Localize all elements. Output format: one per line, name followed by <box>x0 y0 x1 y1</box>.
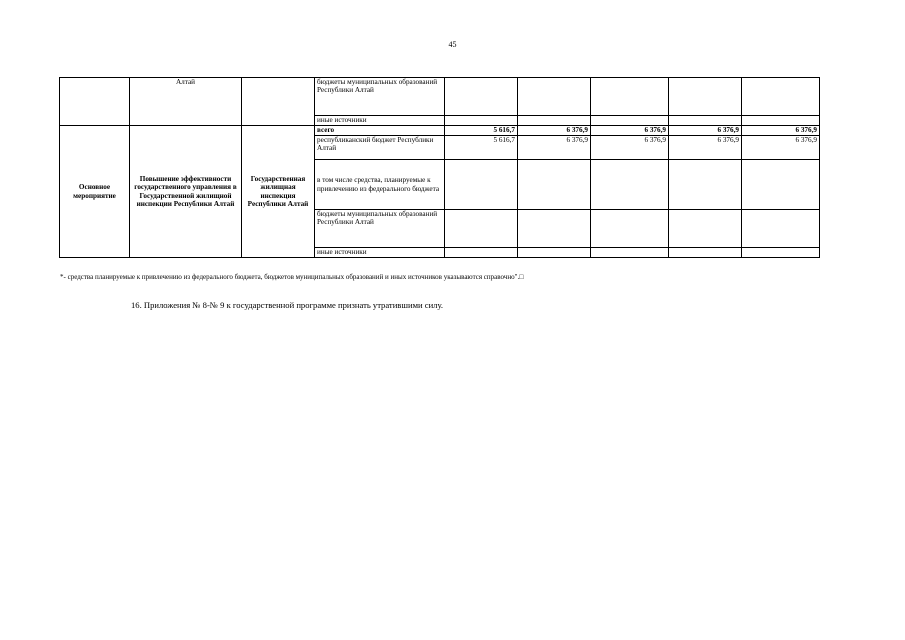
value-cell <box>669 78 742 116</box>
program-funding-table <box>59 77 820 258</box>
value-cell <box>742 116 820 126</box>
value-cell: 5 616,7 <box>445 126 518 136</box>
value-cell <box>445 116 518 126</box>
funding-source-cell: в том числе средства, планируемые к привлечению из федерального бюджета <box>315 160 445 210</box>
funding-source-cell: республиканский бюджет Республики Алтай <box>315 136 445 160</box>
value-cell: 6 376,9 <box>669 136 742 160</box>
value-cell <box>518 78 591 116</box>
value-cell <box>742 210 820 248</box>
value-cell <box>669 210 742 248</box>
value-cell <box>518 116 591 126</box>
event-name-cell: Повышение эффективности государственного управления в Государственной жилищной инспекции Республики Алтай <box>130 126 242 258</box>
value-cell <box>669 248 742 258</box>
value-cell <box>742 78 820 116</box>
value-cell <box>591 210 669 248</box>
value-cell <box>742 160 820 210</box>
value-cell: 6 376,9 <box>591 136 669 160</box>
value-cell: 6 376,9 <box>742 136 820 160</box>
page-number: 45 <box>448 40 457 49</box>
value-cell <box>445 210 518 248</box>
value-cell: 5 616,7 <box>445 136 518 160</box>
event-name-cell: Алтай <box>130 78 242 126</box>
value-cell <box>518 210 591 248</box>
value-cell <box>518 248 591 258</box>
value-cell <box>591 116 669 126</box>
value-cell <box>445 78 518 116</box>
executor-cell <box>242 78 315 126</box>
value-cell <box>591 248 669 258</box>
value-cell <box>445 248 518 258</box>
funding-source-cell: бюджеты муниципальных образований Республики Алтай <box>315 210 445 248</box>
value-cell: 6 376,9 <box>518 126 591 136</box>
table-row <box>60 78 820 116</box>
event-type-cell: Основное мероприятие <box>60 126 130 258</box>
funding-source-cell: иные источники <box>315 248 445 258</box>
value-cell <box>591 78 669 116</box>
value-cell <box>445 160 518 210</box>
event-type-cell <box>60 78 130 126</box>
value-cell <box>742 248 820 258</box>
funding-source-cell: иные источники <box>315 116 445 126</box>
document-clause: 16. Приложения № 8-№ 9 к государственной программе признать утратившими силу. <box>131 300 444 310</box>
funding-source-cell: бюджеты муниципальных образований Республики Алтай <box>315 78 445 116</box>
table-row <box>60 126 820 136</box>
value-cell <box>669 160 742 210</box>
value-cell: 6 376,9 <box>591 126 669 136</box>
funding-source-cell: всего <box>315 126 445 136</box>
value-cell: 6 376,9 <box>518 136 591 160</box>
footnote: *- средства планируемые к привлечению из федерального бюджета, бюджетов муниципальных образований и иных источников указываются справочно".□ <box>60 273 524 281</box>
value-cell: 6 376,9 <box>669 126 742 136</box>
value-cell <box>591 160 669 210</box>
value-cell: 6 376,9 <box>742 126 820 136</box>
executor-cell: Государственная жилищная инспекция Республики Алтай <box>242 126 315 258</box>
value-cell <box>669 116 742 126</box>
value-cell <box>518 160 591 210</box>
